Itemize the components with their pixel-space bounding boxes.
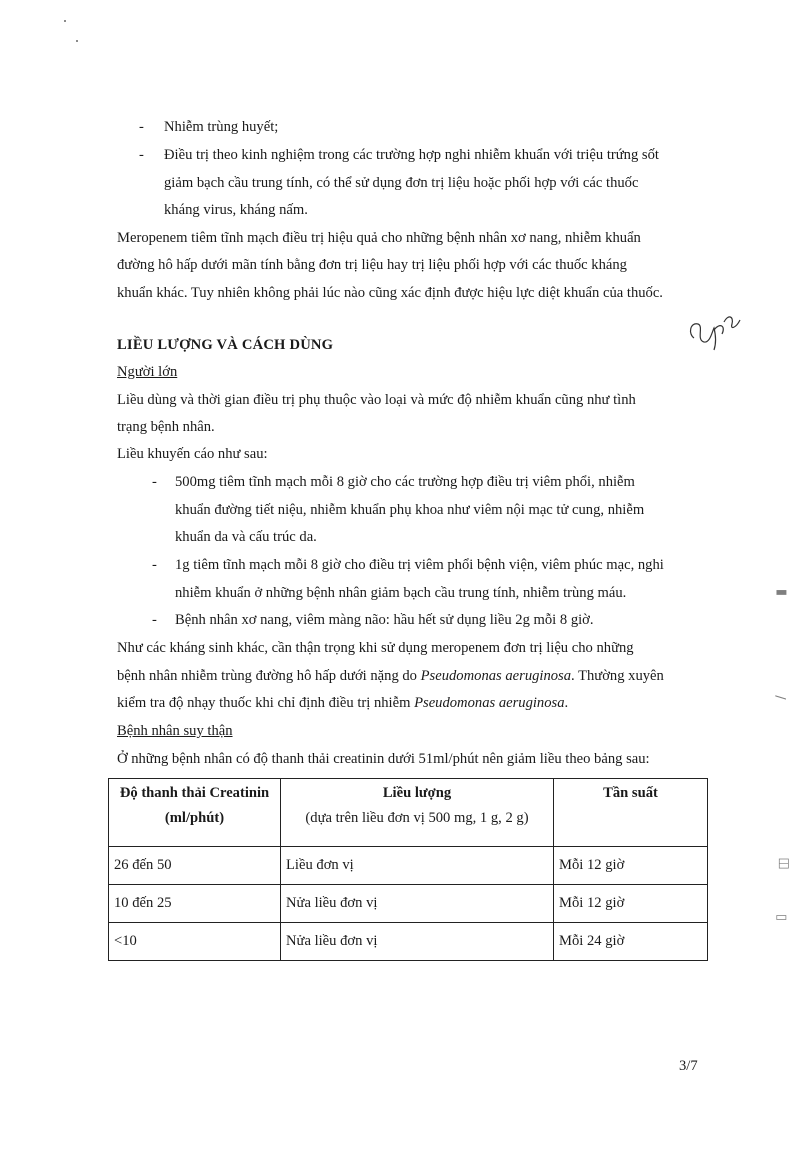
line-14: 1g tiêm tĩnh mạch mỗi 8 giờ cho điều trị viêm phổi bệnh viện, viêm phúc mạc, nghi bbox=[175, 557, 664, 573]
line-19-italic: Pseudomonas aeruginosa bbox=[414, 695, 565, 711]
header-dose bbox=[281, 779, 554, 847]
line-3: giảm bạch cầu trung tính, có thể sử dụng đơn trị liệu hoặc phối hợp với các thuốc bbox=[164, 175, 639, 191]
line-13: khuẩn da và cấu trúc da. bbox=[175, 529, 317, 545]
scan-speck bbox=[64, 20, 66, 22]
bullet-dash: - bbox=[152, 557, 157, 573]
bullet-dash: - bbox=[139, 147, 144, 163]
line-1: Nhiễm trùng huyết; bbox=[164, 119, 279, 135]
table-cell: 10 đến 25 bbox=[109, 885, 281, 923]
line-6: đường hô hấp dưới mãn tính bằng đơn trị liệu hay trị liệu phối hợp với các thuốc kháng bbox=[117, 257, 627, 273]
table-cell: Mỗi 12 giờ bbox=[554, 885, 708, 923]
header-clearance-title: Độ thanh thải Creatinin bbox=[119, 785, 270, 801]
table-cell: Liều đơn vị bbox=[281, 847, 554, 885]
header-clearance bbox=[109, 779, 281, 847]
margin-artifact: ▮ bbox=[774, 588, 790, 597]
page-number: 3/7 bbox=[679, 1058, 698, 1074]
line-19-a: kiểm tra độ nhạy thuốc khi chỉ định điều trị nhiễm bbox=[117, 695, 415, 711]
bullet-dash: - bbox=[152, 474, 157, 490]
table-row bbox=[109, 923, 708, 961]
bullet-dash: - bbox=[152, 612, 157, 628]
subheading-adult: Người lớn bbox=[117, 364, 178, 380]
line-2: Điều trị theo kinh nghiệm trong các trường hợp nghi nhiễm khuẩn với triệu trứng sốt bbox=[164, 147, 659, 163]
signature-mark bbox=[686, 308, 742, 352]
line-18-b: . Thường xuyên bbox=[571, 668, 664, 684]
table-row bbox=[109, 885, 708, 923]
line-8: Liều dùng và thời gian điều trị phụ thuộc vào loại và mức độ nhiễm khuẩn cũng như tình bbox=[117, 392, 636, 408]
line-19-b: . bbox=[564, 695, 569, 711]
table-cell: Nửa liều đơn vị bbox=[281, 885, 554, 923]
line-9: trạng bệnh nhân. bbox=[117, 419, 215, 435]
dosage-table bbox=[108, 778, 708, 961]
line-17: Như các kháng sinh khác, cần thận trọng khi sử dụng meropenem đơn trị liệu cho những bbox=[117, 640, 634, 656]
line-18-a: bệnh nhân nhiễm trùng đường hô hấp dưới nặng do bbox=[117, 668, 421, 684]
line-5: Meropenem tiêm tĩnh mạch điều trị hiệu quả cho những bệnh nhân xơ nang, nhiễm khuẩn bbox=[117, 230, 641, 246]
table-cell: Mỗi 24 giờ bbox=[554, 923, 708, 961]
header-frequency-title: Tần suất bbox=[603, 785, 658, 801]
line-11: 500mg tiêm tĩnh mạch mỗi 8 giờ cho các trường hợp điều trị viêm phổi, nhiễm bbox=[175, 474, 635, 490]
line-7: khuẩn khác. Tuy nhiên không phải lúc nào cũng xác định được hiệu lực diệt khuẩn của thuốc. bbox=[117, 285, 663, 301]
header-frequency bbox=[554, 779, 708, 847]
header-dose-title: Liều lượng bbox=[382, 785, 452, 801]
table-cell: <10 bbox=[109, 923, 281, 961]
margin-artifact: ∕ bbox=[772, 695, 788, 700]
line-10: Liều khuyến cáo như sau: bbox=[117, 446, 268, 462]
line-18-italic: Pseudomonas aeruginosa bbox=[420, 668, 572, 684]
table-cell: Nửa liều đơn vị bbox=[281, 923, 554, 961]
line-4: kháng virus, kháng nấm. bbox=[164, 202, 308, 218]
line-16: Bệnh nhân xơ nang, viêm màng não: hầu hết sử dụng liều 2g mỗi 8 giờ. bbox=[175, 612, 594, 628]
subheading-renal: Bệnh nhân suy thận bbox=[117, 723, 233, 739]
scan-speck bbox=[76, 40, 78, 42]
line-12: khuẩn đường tiết niệu, nhiễm khuẩn phụ khoa như viêm nội mạc tử cung, nhiễm bbox=[175, 502, 645, 518]
line-18 bbox=[117, 667, 664, 685]
header-clearance-unit: (ml/phút) bbox=[164, 810, 225, 826]
table-cell: Mỗi 12 giờ bbox=[554, 847, 708, 885]
margin-artifact: ◫ bbox=[776, 857, 792, 870]
line-20: Ở những bệnh nhân có độ thanh thải creatinin dưới 51ml/phút nên giảm liều theo bảng sau: bbox=[117, 751, 650, 767]
margin-artifact: ▯ bbox=[774, 913, 790, 922]
table-cell: 26 đến 50 bbox=[109, 847, 281, 885]
header-dose-note: (dựa trên liều đơn vị 500 mg, 1 g, 2 g) bbox=[305, 810, 529, 826]
line-19 bbox=[117, 694, 568, 712]
table-header-row bbox=[109, 779, 708, 847]
bullet-dash: - bbox=[139, 119, 144, 135]
section-heading: LIỀU LƯỢNG VÀ CÁCH DÙNG bbox=[117, 337, 334, 353]
line-15: nhiễm khuẩn ở những bệnh nhân giảm bạch cầu trung tính, nhiễm trùng máu. bbox=[175, 585, 627, 601]
table-row bbox=[109, 847, 708, 885]
